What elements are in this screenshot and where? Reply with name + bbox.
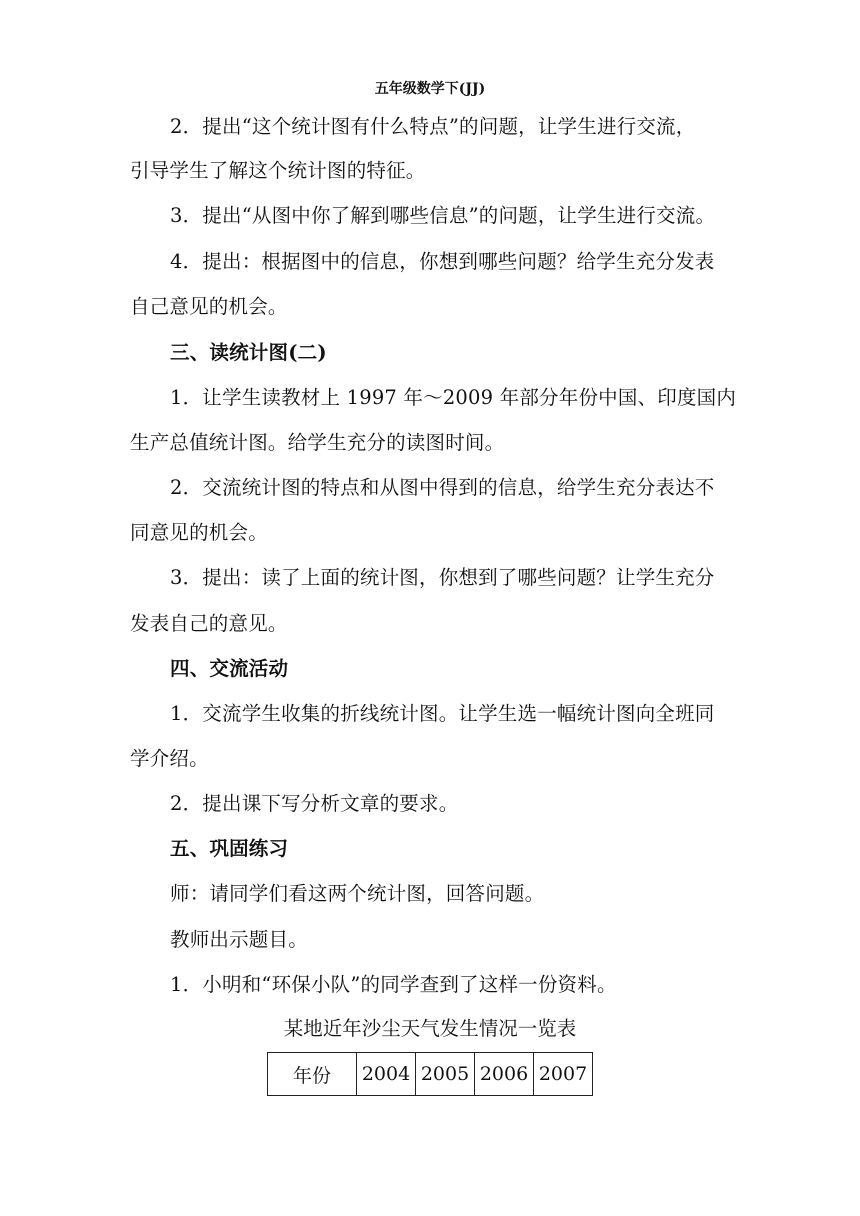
table-row bbox=[268, 1053, 593, 1096]
paragraph-line: 学介绍。 bbox=[130, 747, 209, 770]
paragraph-line: 自己意见的机会。 bbox=[130, 295, 288, 318]
paragraph-line: 生产总值统计图。给学生充分的读图时间。 bbox=[130, 431, 505, 454]
paragraph-line: 1．让学生读教材上 1997 年～2009 年部分年份中国、印度国内 bbox=[170, 386, 737, 409]
year-cell: 2004 bbox=[357, 1053, 416, 1096]
paragraph-line: 发表自己的意见。 bbox=[130, 612, 288, 635]
paragraph-line: 2．交流统计图的特点和从图中得到的信息，给学生充分表达不 bbox=[170, 476, 715, 499]
year-cell: 2007 bbox=[534, 1053, 593, 1096]
paragraph-line: 引导学生了解这个统计图的特征。 bbox=[130, 159, 426, 182]
year-cell: 2005 bbox=[416, 1053, 475, 1096]
paragraph-line: 师：请同学们看这两个统计图，回答问题。 bbox=[170, 882, 545, 905]
paragraph-line: 2．提出“这个统计图有什么特点”的问题，让学生进行交流， bbox=[170, 115, 696, 138]
paragraph-line: 同意见的机会。 bbox=[130, 521, 268, 544]
paragraph-line: 4．提出：根据图中的信息，你想到哪些问题？给学生充分发表 bbox=[170, 250, 715, 273]
paragraph-line: 3．提出：读了上面的统计图，你想到了哪些问题？让学生充分 bbox=[170, 566, 715, 589]
year-cell: 2006 bbox=[475, 1053, 534, 1096]
paragraph-line: 1．小明和“环保小队”的同学查到了这样一份资料。 bbox=[170, 973, 617, 996]
paragraph-line: 教师出示题目。 bbox=[170, 928, 308, 951]
section-heading: 三、读统计图(二) bbox=[170, 341, 327, 364]
paragraph-line: 3．提出“从图中你了解到哪些信息”的问题，让学生进行交流。 bbox=[170, 204, 716, 227]
section-heading: 四、交流活动 bbox=[170, 657, 289, 680]
page-header: 五年级数学下(JJ) bbox=[374, 81, 486, 97]
table-header-cell: 年份 bbox=[268, 1053, 357, 1096]
paragraph-line: 1．交流学生收集的折线统计图。让学生选一幅统计图向全班同 bbox=[170, 702, 715, 725]
table-caption: 某地近年沙尘天气发生情况一览表 bbox=[283, 1017, 577, 1040]
section-heading: 五、巩固练习 bbox=[170, 837, 289, 860]
sandstorm-table bbox=[267, 1052, 593, 1096]
paragraph-line: 2．提出课下写分析文章的要求。 bbox=[170, 792, 459, 815]
